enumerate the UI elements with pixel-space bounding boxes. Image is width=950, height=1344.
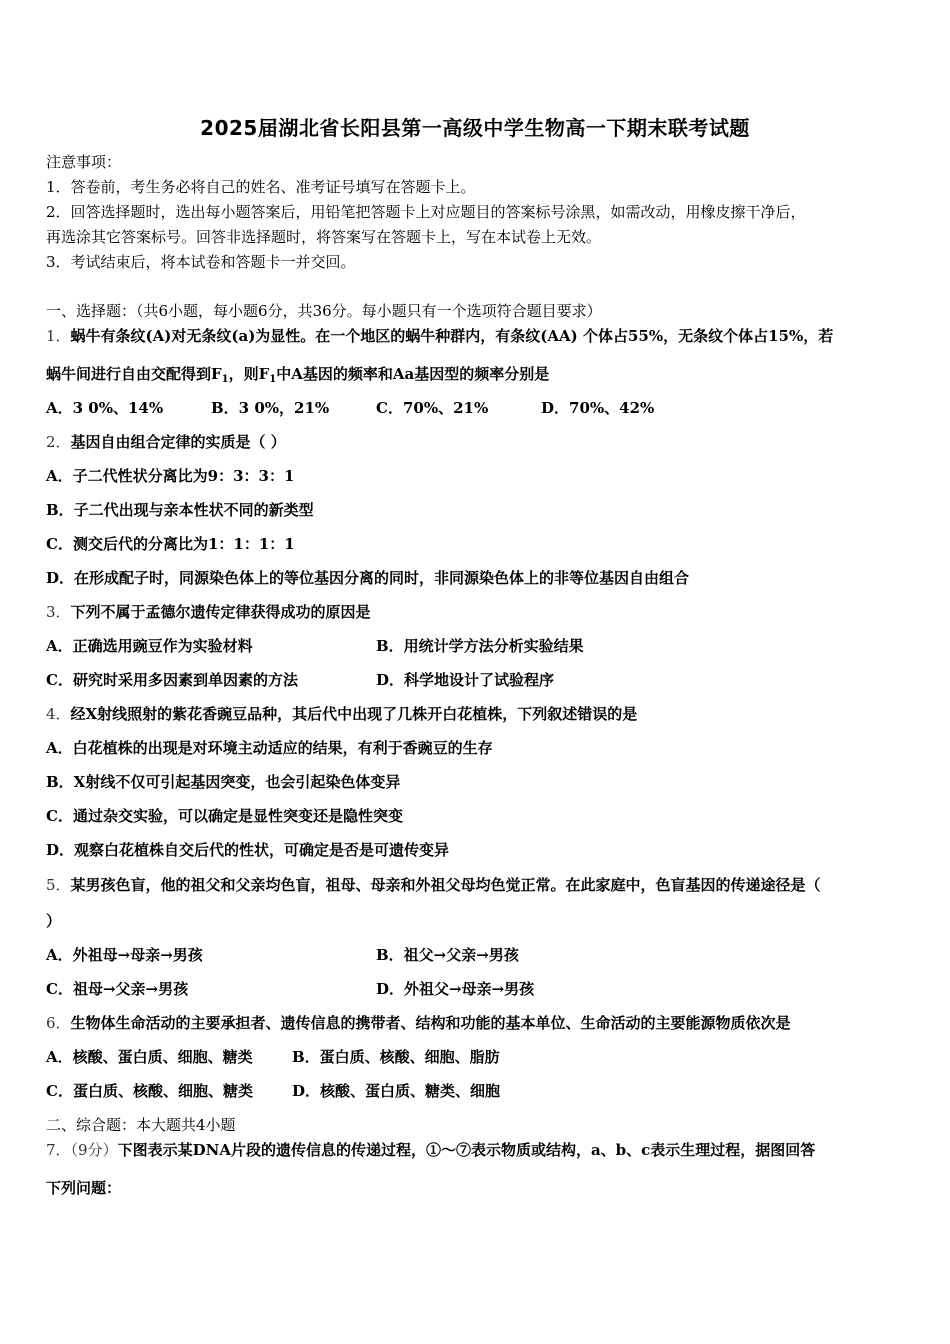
option-d: D．70%、42%	[541, 399, 655, 417]
option-c: C．祖母→父亲→男孩	[46, 980, 189, 998]
question-7-cont: 下列问题：	[46, 1179, 122, 1197]
question-7	[46, 1140, 815, 1160]
option-a: A．子二代性状分离比为9：3：3：1	[46, 467, 295, 485]
question-stem: 下图表示某DNA片段的遗传信息的传递过程，①～⑦表示物质或结构，a、b、c表示生理过程，据图回答	[117, 1141, 816, 1159]
subscript: 1	[269, 374, 277, 385]
question-stem: 生物体生命活动的主要承担者、遗传信息的携带者、结构和功能的基本单位、生命活动的主要能源物质依次是	[70, 1014, 791, 1032]
question-number: 3．	[46, 603, 71, 621]
section1-heading: 一、选择题：（共6小题，每小题6分，共36分。每小题只有一个选项符合题目要求）	[46, 302, 602, 320]
question-1-cont	[46, 364, 549, 384]
option-d: D．在形成配子时，同源染色体上的等位基因分离的同时，非同源染色体上的非等位基因自由组合	[46, 569, 690, 587]
option-c: C．研究时采用多因素到单因素的方法	[46, 671, 298, 689]
question-number: 4．	[46, 705, 71, 723]
option-c: C．测交后代的分离比为1：1：1：1	[46, 535, 295, 553]
stem-part: ，则F	[228, 365, 270, 383]
option-b: B．子二代出现与亲本性状不同的新类型	[46, 501, 314, 519]
stem-part: 蜗牛间进行自由交配得到F	[46, 365, 222, 383]
notice-item-3: 3．考试结束后，将本试卷和答题卡一并交回。	[46, 253, 356, 271]
option-d: D．核酸、蛋白质、糖类、细胞	[292, 1082, 501, 1100]
stem-part: 中A基因的频率和Aa基因型的频率分别是	[276, 365, 550, 383]
option-d: D．外祖父→母亲→男孩	[376, 980, 535, 998]
question-stem: 经X射线照射的紫花香豌豆品种，其后代中出现了几株开白花植株，下列叙述错误的是	[70, 705, 638, 723]
notice-item-2: 2．回答选择题时，选出每小题答案后，用铅笔把答题卡上对应题目的答案标号涂黑，如需改动，用橡皮擦干净后，	[46, 203, 806, 221]
question-stem: 基因自由组合定律的实质是（ ）	[70, 433, 286, 451]
option-a: A．正确选用豌豆作为实验材料	[46, 637, 253, 655]
option-b: B．蛋白质、核酸、细胞、脂肪	[292, 1048, 500, 1066]
question-5	[46, 875, 821, 895]
notice-heading: 注意事项：	[46, 153, 122, 171]
question-5-cont: ）	[46, 912, 62, 930]
question-stem: 某男孩色盲，他的祖父和父亲均色盲，祖母、母亲和外祖父母均色觉正常。在此家庭中，色盲基因的传递途径是（	[70, 876, 821, 894]
option-d: D．观察白花植株自交后代的性状，可确定是否是可遗传变异	[46, 841, 450, 859]
question-score: （9分）	[70, 1141, 118, 1159]
notice-item-2-cont: 再选涂其它答案标号。回答非选择题时，将答案写在答题卡上，写在本试卷上无效。	[46, 228, 602, 246]
option-a: A．白花植株的出现是对环境主动适应的结果，有利于香豌豆的生存	[46, 739, 493, 757]
question-number: 1．	[46, 327, 71, 345]
option-a: A．外祖母→母亲→男孩	[46, 946, 203, 964]
option-c: C．通过杂交实验，可以确定是显性突变还是隐性突变	[46, 807, 403, 825]
question-number: 7．	[46, 1141, 71, 1159]
option-b: B．X射线不仅可引起基因突变，也会引起染色体变异	[46, 773, 401, 791]
question-1	[46, 326, 833, 346]
question-stem: 蜗牛有条纹(A)对无条纹(a)为显性。在一个地区的蜗牛种群内，有条纹(AA) 个体占55%，无条纹个体占15%，若	[70, 327, 834, 345]
option-a: A．3 0%、14%	[46, 399, 164, 417]
option-b: B．3 0%，21%	[211, 399, 330, 417]
question-number: 5．	[46, 876, 71, 894]
option-b: B．祖父→父亲→男孩	[376, 946, 519, 964]
section2-heading: 二、综合题：本大题共4小题	[46, 1116, 236, 1134]
question-2	[46, 432, 286, 452]
option-b: B．用统计学方法分析实验结果	[376, 637, 584, 655]
option-c: C．蛋白质、核酸、细胞、糖类	[46, 1082, 253, 1100]
option-d: D．科学地设计了试验程序	[376, 671, 555, 689]
notice-item-1: 1．答卷前，考生务必将自己的姓名、准考证号填写在答题卡上。	[46, 178, 476, 196]
question-3	[46, 602, 371, 622]
question-number: 2．	[46, 433, 71, 451]
question-6	[46, 1013, 791, 1033]
subscript: 1	[221, 374, 229, 385]
question-number: 6．	[46, 1014, 71, 1032]
question-stem: 下列不属于孟德尔遗传定律获得成功的原因是	[70, 603, 371, 621]
option-c: C．70%、21%	[376, 399, 489, 417]
question-4	[46, 704, 637, 724]
option-a: A．核酸、蛋白质、细胞、糖类	[46, 1048, 253, 1066]
page-title: 2025届湖北省长阳县第一高级中学生物高一下期末联考试题	[200, 116, 750, 140]
